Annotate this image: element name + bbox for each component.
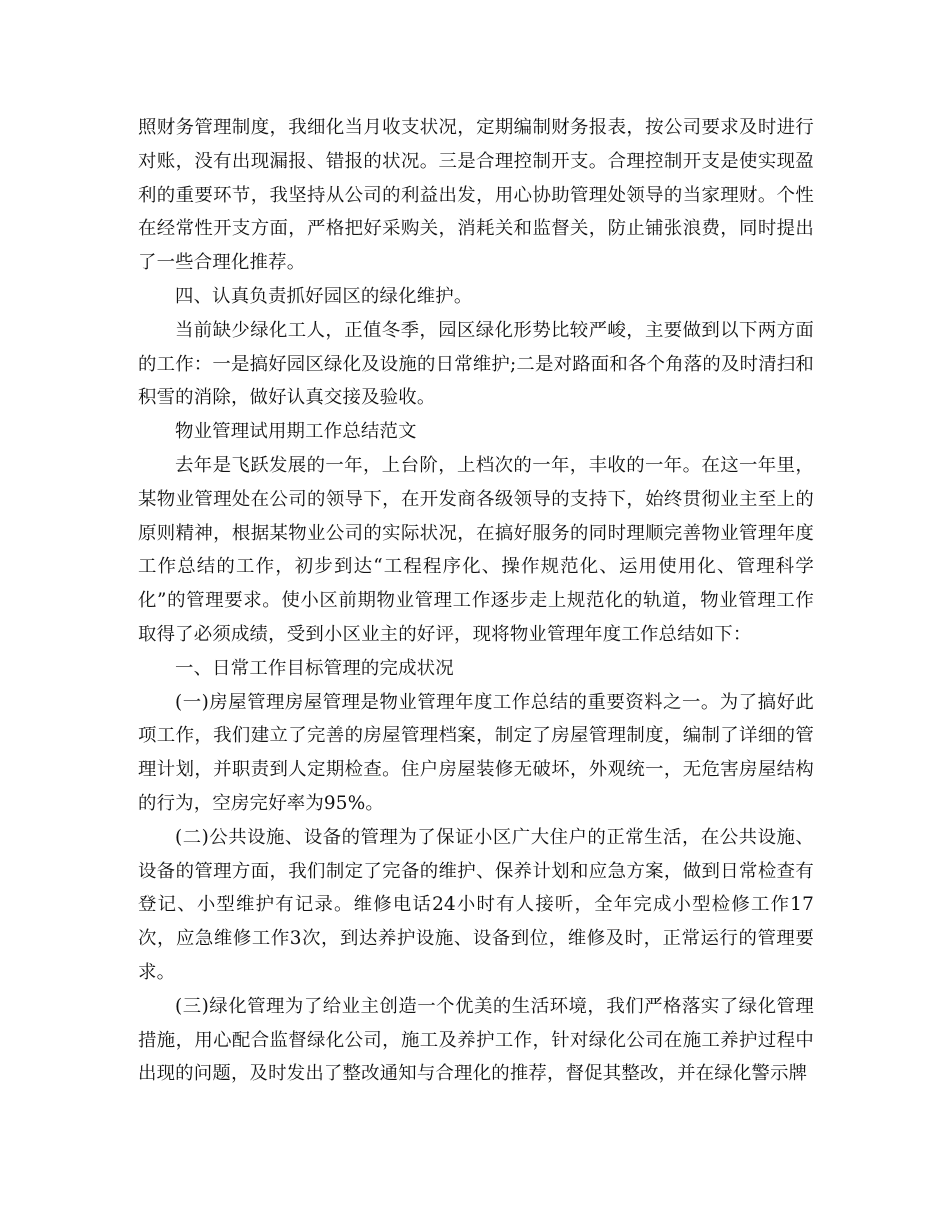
paragraph-greening-management: (三)绿化管理为了给业主创造一个优美的生活环境，我们严格落实了绿化管理措施，用心配合监督绿化公司，施工及养护工作，针对绿化公司在施工养护过程中出现的问题，及时发出了整改通知与合理化的推荐，督促其整改，并在绿化警示牌 [138, 995, 814, 1085]
paragraph-facility-management: (二)公共设施、设备的管理为了保证小区广大住户的正常生活，在公共设施、设备的管理方面，我们制定了完备的维护、保养计划和应急方案，做到日常检查有登记、小型维护有记录。维修电话24小时有人接听，全年完成小型检修工作17次，应急维修工作3次，到达养护设施、设备到位，维修及时，正常运行的管理要求。 [138, 826, 814, 983]
heading-greening-maintenance: 四、认真负责抓好园区的绿化维护。 [175, 285, 473, 307]
paragraph-greening-work: 当前缺少绿化工人，正值冬季，园区绿化形势比较严峻，主要做到以下两方面的工作：一是搞好园区绿化及设施的日常维护;二是对路面和各个角落的及时清扫和积雪的消除，做好认真交接及验收。 [138, 319, 814, 409]
heading-probation-summary: 物业管理试用期工作总结范文 [175, 421, 417, 443]
document-body [138, 111, 814, 1091]
paragraph-year-review: 去年是飞跃发展的一年，上台阶，上档次的一年，丰收的一年。在这一年里，某物业管理处在公司的领导下，在开发商各级领导的支持下，始终贯彻业主至上的原则精神，根据某物业公司的实际状况，在搞好服务的同时理顺完善物业管理年度工作总结的工作，初步到达“工程程序化、操作规范化、运用使用化、管理科学化”的管理要求。使小区前期物业管理工作逐步走上规范化的轨道，物业管理工作取得了必须成绩，受到小区业主的好评，现将物业管理年度工作总结如下： [138, 454, 814, 645]
paragraph-housing-management: (一)房屋管理房屋管理是物业管理年度工作总结的重要资料之一。为了搞好此项工作，我们建立了完善的房屋管理档案，制定了房屋管理制度，编制了详细的管理计划，并职责到人定期检查。住户房屋装修无破坏，外观统一，无危害房屋结构的行为，空房完好率为95%。 [138, 691, 814, 814]
paragraph-finance-control: 照财务管理制度，我细化当月收支状况，定期编制财务报表，按公司要求及时进行对账，没有出现漏报、错报的状况。三是合理控制开支。合理控制开支是使实现盈利的重要环节，我坚持从公司的利益出发，用心协助管理处领导的当家理财。个性在经常性开支方面，严格把好采购关，消耗关和监督关，防止铺张浪费，同时提出了一些合理化推荐。 [138, 117, 814, 274]
heading-daily-goals: 一、日常工作目标管理的完成状况 [175, 657, 454, 679]
